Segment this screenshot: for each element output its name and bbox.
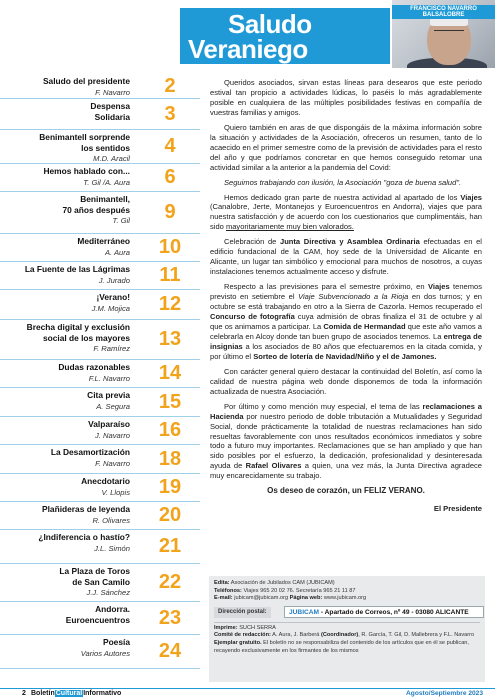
- toc-entry-page-number: 18: [158, 447, 182, 470]
- toc-entry-author: A. Segura: [96, 401, 130, 411]
- toc-entry-author: F. Navarro: [95, 458, 130, 468]
- toc-entry-title: Cita previa: [87, 390, 130, 400]
- toc-entry-title: Brecha digital y exclusión social de los mayores: [26, 322, 130, 343]
- toc-entry[interactable]: [0, 360, 200, 388]
- toc-entry-page-number: 15: [158, 390, 182, 413]
- toc-entry-title: Plañideras de leyenda: [42, 504, 130, 514]
- toc-entry-page-number: 4: [164, 135, 176, 157]
- title-banner: [180, 8, 390, 64]
- toc-entry-title: ¡Verano!: [96, 292, 130, 302]
- toc-entry[interactable]: [0, 445, 200, 474]
- article-paragraph: Seguimos trabajando con ilusión, la Asociación "goza de buena salud".: [224, 177, 462, 187]
- toc-entry[interactable]: [0, 635, 200, 669]
- page-header: [0, 0, 495, 70]
- toc-entry-page-number: 3: [164, 102, 176, 125]
- toc-entry[interactable]: [0, 74, 200, 99]
- toc-entry[interactable]: [0, 564, 200, 602]
- email-link[interactable]: jubicam@jubicam.org: [234, 595, 289, 602]
- toc-entry-author: V. Llopis: [101, 487, 130, 497]
- page-number: 2: [22, 690, 26, 697]
- toc-entry-page-number: 9: [164, 201, 176, 223]
- article-body: [210, 78, 482, 518]
- toc-entry-title: La Desamortización: [50, 447, 130, 457]
- article-paragraph: Celebración de Junta Directiva y Asamblea Ordinaria efectuadas en el edificio fundacional de la CAM, hoy sede de la Universidad de Alicante en Alicante, un lugar tan simbólico y emocional para muchos de nosotros, a cuyas instalaciones tenemos actualmente acceso y disfrute.: [210, 237, 482, 277]
- toc-entry-title: Dudas razonables: [58, 362, 130, 372]
- toc-entry-author: F.L. Navarro: [88, 373, 130, 383]
- toc-entry-title: Valparaíso: [88, 419, 130, 429]
- toc-entry-page-number: 16: [158, 419, 182, 441]
- article-paragraph: Queridos asociados, sirvan estas líneas para desearos que este periodo estival tan propicio a actividades lúdicas, lo paséis lo más agradablemente posible en cualquiera de las múltiples posibilidades festivas en compañía de vuestras familias y amigos.: [210, 78, 482, 117]
- toc-entry[interactable]: [0, 602, 200, 635]
- toc-entry-author: A. Aura: [104, 247, 130, 257]
- credits-edita: Edita: Asociación de Jubilados CAM (JUBICAM): [214, 580, 335, 586]
- toc-entry-page-number: 24: [158, 640, 182, 662]
- toc-entry[interactable]: [0, 234, 200, 262]
- toc-entry-title: La Fuente de las Lágrimas: [24, 264, 130, 274]
- toc-entry-title: Poesía: [102, 637, 130, 647]
- toc-entry[interactable]: [0, 99, 200, 130]
- toc-entry-page-number: 6: [164, 166, 176, 188]
- credits-phones: Teléfonos: Viajes 965 20 02 76. Secretaría 965 21 11 87: [214, 587, 356, 594]
- toc-entry-page-number: 11: [159, 264, 181, 286]
- credits-committee: Comité de redacción: A. Aura, J. Barberá (Coordinador), R. García, T. Gil, D. Mallebrera y F.L. Navarro: [214, 632, 475, 639]
- toc-entry-author: M.D. Aracil: [93, 154, 130, 163]
- toc-entry-author: T. Gil: [112, 216, 130, 225]
- article-paragraph: Quiero también en aras de que dispongáis de la máxima información sobre la situación y actividades de la Asociación, ofreceros un resumen, tanto de lo acaecido en el primer semestre como de la previsión de actividades para el resto del año y que podríamos concretar en que hemos conseguido retomar una actividad similar a la anterior a la pandemia del Covid:: [210, 122, 482, 172]
- publication-name: BoletínCulturalInformativo: [31, 690, 122, 697]
- credits-address: [214, 606, 480, 619]
- credits-contact: E-mail: jubicam@jubicam.org Página web: www.jubicam.org: [214, 595, 367, 602]
- credits-disclaimer: Ejemplar gratuito. El boletín no se responsabiliza del contenido de los artículos que en él se publican, recayendo exclusivamente en los firmantes de los mismos: [214, 639, 469, 654]
- toc-entry-title: Benimantell, 70 años después: [62, 194, 130, 215]
- toc-entry-author: F. Ramírez: [93, 344, 130, 353]
- toc-entry-page-number: 19: [158, 476, 182, 498]
- toc-entry-title: Mediterráneo: [77, 236, 130, 246]
- article-paragraph: Hemos dedicado gran parte de nuestra actividad al apartado de los Viajes (Canalobre, Jerte, Montanejos y Euroencuentros en Andorra), viajes que para nuestra satisfacción y de acuerdo con los cuestionarios que cumplimentáis, han sido mayoritariamente muy bien valorados.: [210, 192, 482, 232]
- toc-entry[interactable]: [0, 474, 200, 502]
- address-value: JUBICAM - Apartado de Correos, nº 49 - 03080 ALICANTE: [284, 606, 484, 618]
- toc-entry-author: J.J. Sánchez: [86, 588, 130, 597]
- page-footer: [0, 688, 495, 700]
- closing-line: Os deseo de corazón, un FELIZ VERANO.: [267, 486, 425, 496]
- toc-entry-title: La Plaza de Toros de San Camilo: [59, 566, 130, 587]
- article-paragraph: Con carácter general quiero destacar la continuidad del Boletín, así como la calidad de nuestra página web donde disponemos de toda la información actualizada de nuestra Asociación.: [210, 366, 482, 396]
- toc-entry[interactable]: [0, 388, 200, 417]
- toc-entry[interactable]: [0, 502, 200, 530]
- toc-entry-title: Hemos hablado con...: [43, 166, 130, 176]
- page-title-line2: Veraniego: [188, 34, 308, 64]
- toc-entry-page-number: 13: [158, 328, 182, 350]
- article-paragraph: Por último y como mención muy especial, el tema de las reclamaciones a Hacienda por nuestro periodo de doble tributación a Mutualidades y Seguridad Social, donde prácticamente la totalidad de nuestras reclamaciones han sido resueltas favorablemente con unos resultados económicos inmediatos y sobre todo a futuro muy importantes. Reclamaciones que se han ampliado y que han sido posibles por el esfuerzo, la dedicación, profesionalidad y desinteresada ayuda de Rafael Olivares a quien, una vez más, la Junta Directiva agradece muy encarecidamente su trabajo.: [210, 401, 482, 481]
- toc-entry[interactable]: [0, 262, 200, 290]
- toc-entry-author: F. Navarro: [95, 87, 130, 97]
- page-title-line1: Saludo: [228, 9, 312, 39]
- toc-entry-page-number: 22: [158, 571, 182, 593]
- article-paragraph: Respecto a las previsiones para el semestre próximo, en Viajes tenemos previsto en setiembre el Viaje Subvencionado a la Rioja en dos turnos; y en octubre se está trabajando en otro a la Sierra de Cazorla. Hemos recuperado el Concurso de fotografía cuya admisión de obras finaliza el 31 de octubre y al que os animamos a participar. La Comida de Hermandad que este año vamos a celebrarla en Alcoy donde tan buen grupo de asociados tenemos. La entrega de insignias a los asociados de 80 años que efectuaremos en la citada comida, y por último el Sorteo de lotería de Navidad/Niño y el de Jamones.: [210, 282, 482, 361]
- toc-entry-title: Andorra. Euroencuentros: [65, 604, 130, 625]
- toc-entry-page-number: 2: [164, 74, 176, 97]
- toc-entry[interactable]: [0, 130, 200, 164]
- credits-printer: Imprime: SUCH SERRA: [214, 624, 276, 631]
- photo-glasses: [434, 30, 464, 36]
- signature: El Presidente: [433, 504, 482, 514]
- toc-entry-page-number: 10: [158, 236, 182, 258]
- toc-entry-title: Despensa Solidaria: [90, 101, 130, 122]
- address-label: Dirección postal:: [214, 607, 271, 618]
- toc-entry-author: T. Gil /A. Aura: [83, 177, 130, 187]
- toc-entry[interactable]: [0, 417, 200, 445]
- toc-entry[interactable]: [0, 530, 200, 564]
- toc-entry-author: R. Olivares: [92, 515, 130, 525]
- toc-entry-title: Anecdotario: [81, 476, 130, 486]
- toc-entry-author: J. Navarro: [94, 430, 130, 440]
- toc-entry-page-number: 21: [158, 535, 182, 557]
- toc-entry-author: J.L. Simón: [94, 543, 130, 553]
- toc-entry-page-number: 14: [158, 362, 182, 384]
- author-tag: FRANCISCO NAVARRO BALSALOBRE: [392, 5, 495, 19]
- toc-entry-page-number: 23: [158, 606, 182, 629]
- toc-entry-page-number: 20: [158, 504, 182, 526]
- table-of-contents: [0, 74, 200, 674]
- toc-entry-author: J. Jurado: [98, 275, 130, 285]
- credits-box: [209, 576, 485, 682]
- toc-entry-title: Benimantell sorprende los sentidos: [39, 132, 130, 153]
- credits-divider: [214, 622, 480, 623]
- toc-entry-author: Varios Autores: [80, 648, 130, 658]
- toc-entry[interactable]: [0, 192, 200, 234]
- toc-entry[interactable]: [0, 290, 200, 320]
- web-link[interactable]: www.jubicam.org: [323, 595, 367, 602]
- toc-entry-author: J.M. Mojica: [91, 303, 130, 313]
- issue-date: Agosto/Septiembre 2023: [406, 690, 483, 697]
- toc-entry[interactable]: [0, 164, 200, 192]
- toc-entry-title: ¿Indiferencia o hastío?: [38, 532, 130, 542]
- toc-entry-page-number: 12: [158, 293, 182, 315]
- toc-entry-title: Saludo del presidente: [42, 76, 130, 86]
- toc-entry[interactable]: [0, 320, 200, 360]
